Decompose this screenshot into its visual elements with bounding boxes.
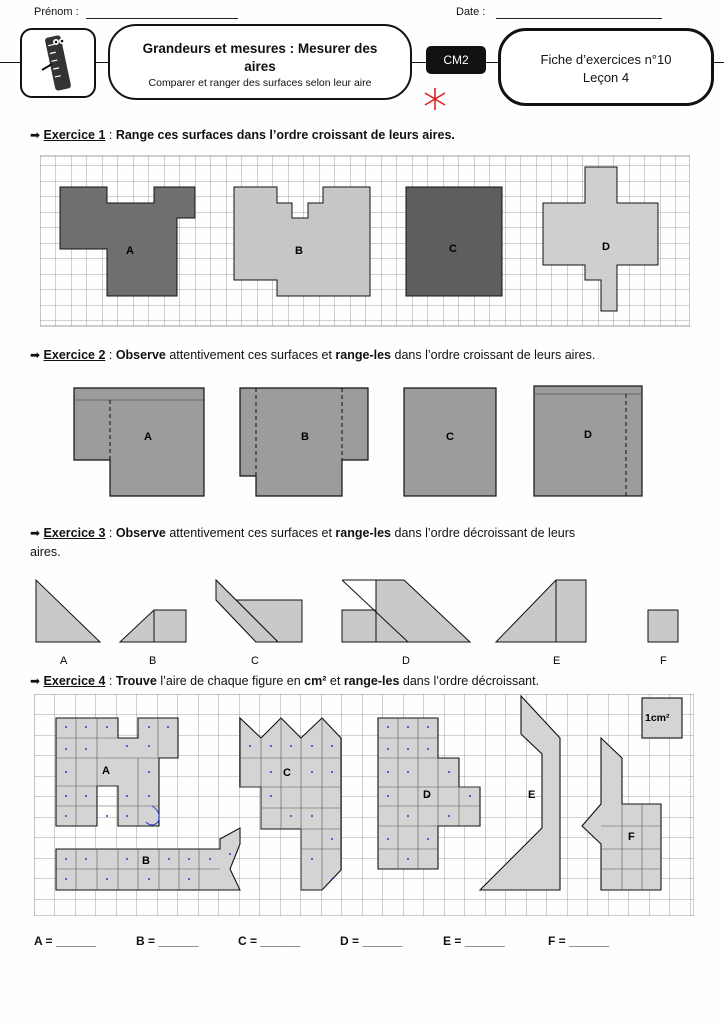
- ex2-instr-bold: Observe: [115, 348, 166, 362]
- answer-b[interactable]: B = ______: [136, 934, 199, 948]
- ex4-instr-and: et: [329, 674, 341, 688]
- ex2-instr-end: dans l’ordre croissant de leurs aires.: [394, 348, 596, 362]
- title-line-1: Grandeurs et mesures : Mesurer des: [142, 41, 378, 56]
- ex2-label-c: C: [446, 431, 454, 443]
- title-box: [108, 24, 412, 100]
- subtitle: Comparer et ranger des surfaces selon leur aire: [148, 77, 372, 89]
- unit-square-label: 1cm²: [645, 712, 670, 724]
- date-label: Date :: [456, 6, 486, 18]
- ex2-label-a: A: [144, 431, 152, 443]
- lesson-label: Leçon 4: [582, 70, 630, 85]
- ex1-label-b: B: [295, 245, 303, 257]
- ex4-instr-unit: cm²: [304, 674, 327, 688]
- ex3-shape-b: [120, 610, 186, 642]
- ex2-instr-mid: attentivement ces surfaces et: [169, 348, 332, 362]
- ex4-label-d: D: [423, 789, 431, 801]
- ex1-title: ➡ Exercice 1 : Range ces surfaces dans l’ordre croissant de leurs aires.: [30, 128, 455, 142]
- answer-c[interactable]: C = ______: [238, 934, 301, 948]
- ex1-label-c: C: [449, 243, 457, 255]
- ex2-title: ➡ Exercice 2 : Observe attentivement ces surfaces et range-les dans l’ordre croissant de leurs aires.: [30, 348, 596, 362]
- ex3-shape-e: [496, 580, 586, 642]
- ex4-instr-end: dans l’ordre décroissant.: [402, 674, 540, 688]
- answer-e[interactable]: E = ______: [443, 934, 505, 948]
- ex1-instruction: Range ces surfaces dans l’ordre croissant de leurs aires.: [115, 128, 455, 142]
- ex3-label-e: E: [553, 655, 561, 667]
- ex2-label-b: B: [301, 431, 309, 443]
- answer-f[interactable]: F = ______: [548, 934, 610, 948]
- ex4-instr-bold: Trouve: [115, 674, 157, 688]
- ex3-label-d: D: [402, 655, 410, 667]
- answer-a[interactable]: A = ______: [34, 934, 96, 948]
- ex1-grid: [40, 150, 690, 332]
- logo-box: [20, 28, 96, 98]
- ex3-instr-line2: aires.: [30, 545, 61, 559]
- ex3-shape-a: [36, 580, 100, 642]
- sheet-title: Fiche d’exercices n°10: [540, 52, 672, 67]
- ex3-instr-mid: attentivement ces surfaces et: [169, 526, 332, 540]
- ex1-label-a: A: [126, 245, 134, 257]
- ex4-instr-mid: l’aire de chaque figure en: [160, 674, 301, 688]
- prenom-label: Prénom :: [34, 6, 79, 18]
- ex1-shape-c: [406, 187, 502, 296]
- ex4-label-b: B: [142, 855, 150, 867]
- ex1-label-d: D: [602, 241, 610, 253]
- ex2-label-d: D: [584, 429, 592, 441]
- ex4-label-f: F: [628, 831, 635, 843]
- ex3-shape-d: [342, 580, 470, 642]
- ex3-label-c: C: [251, 655, 259, 667]
- level-badge: CM2: [426, 46, 486, 74]
- ex4-label-e: E: [528, 789, 536, 801]
- ex3-shapes: [30, 574, 690, 668]
- ex4-title: ➡ Exercice 4 : Trouve l’aire de chaque figure en cm² et range-les dans l’ordre décroissant.: [30, 674, 540, 688]
- ex3-label-f: F: [660, 655, 667, 667]
- ex4-label-a: A: [102, 765, 110, 777]
- red-star-mark: [422, 86, 448, 112]
- ex3-label: Exercice 3: [43, 526, 106, 540]
- prenom-field[interactable]: [86, 18, 238, 19]
- ex2-label: Exercice 2: [43, 348, 106, 362]
- ex3-label-a: A: [60, 655, 68, 667]
- ex2-shapes: [60, 380, 660, 500]
- ex4-label-c: C: [283, 767, 291, 779]
- answer-d[interactable]: D = ______: [340, 934, 403, 948]
- ex3-title: ➡ Exercice 3 : Observe attentivement ces surfaces et range-les dans l’ordre décroissant de leurs aires.: [30, 526, 576, 559]
- ex4-instr-bold2: range-les: [343, 674, 400, 688]
- ruler-mascot-icon: [22, 30, 94, 96]
- ex3-instr-end: dans l’ordre décroissant de leurs: [394, 526, 576, 540]
- ex1-label: Exercice 1: [43, 128, 106, 142]
- sheet-box: [498, 28, 714, 106]
- ex4-label: Exercice 4: [43, 674, 106, 688]
- ex3-label-b: B: [149, 655, 157, 667]
- ex4-grid: [34, 694, 694, 916]
- ex2-instr-bold2: range-les: [335, 348, 392, 362]
- ex3-instr-bold2: range-les: [335, 526, 392, 540]
- ex2-shape-a: [74, 388, 204, 496]
- date-field[interactable]: [496, 18, 662, 19]
- title-line-2: aires: [244, 59, 276, 74]
- ex3-shape-f: [648, 610, 678, 642]
- ex3-instr-bold: Observe: [115, 526, 166, 540]
